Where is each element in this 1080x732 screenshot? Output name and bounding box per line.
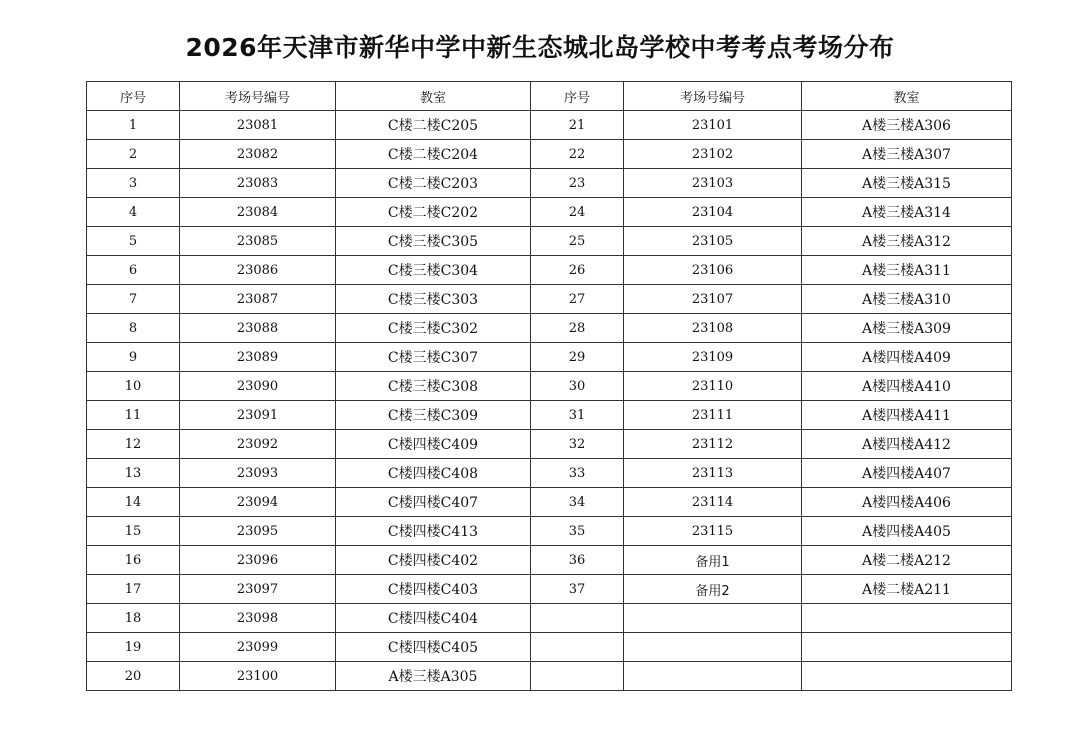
- table-row: [87, 314, 1012, 343]
- cell-classroom-left: C楼四楼C402: [336, 546, 531, 575]
- page-title: 2026年天津市新华中学中新生态城北岛学校中考考点考场分布: [185, 33, 895, 62]
- cell-classroom-right: A楼四楼A405: [802, 517, 1012, 546]
- cell-seq-right: 30: [531, 372, 624, 401]
- cell-room-code-left: 23093: [180, 459, 336, 488]
- cell-classroom-left: C楼三楼C308: [336, 372, 531, 401]
- cell-classroom-right: A楼三楼A306: [802, 111, 1012, 140]
- cell-classroom-right: A楼三楼A309: [802, 314, 1012, 343]
- cell-room-code-left: 23083: [180, 169, 336, 198]
- cell-classroom-left: C楼四楼C403: [336, 575, 531, 604]
- cell-classroom-right: A楼三楼A311: [802, 256, 1012, 285]
- cell-seq-left: 19: [87, 633, 180, 662]
- cell-room-code-right: 23109: [624, 343, 802, 372]
- cell-room-code-right: 备用1: [624, 546, 802, 575]
- cell-room-code-right: [624, 633, 802, 662]
- cell-room-code-left: 23095: [180, 517, 336, 546]
- header-seq-right: 序号: [531, 82, 624, 111]
- table-row: [87, 633, 1012, 662]
- cell-room-code-right: 23115: [624, 517, 802, 546]
- cell-seq-left: 18: [87, 604, 180, 633]
- cell-classroom-left: C楼四楼C405: [336, 633, 531, 662]
- table-row: [87, 401, 1012, 430]
- cell-classroom-right: A楼三楼A315: [802, 169, 1012, 198]
- cell-seq-right: 36: [531, 546, 624, 575]
- cell-classroom-right: A楼三楼A314: [802, 198, 1012, 227]
- cell-classroom-left: C楼三楼C303: [336, 285, 531, 314]
- cell-seq-right: 22: [531, 140, 624, 169]
- cell-seq-right: 32: [531, 430, 624, 459]
- cell-room-code-right: 23107: [624, 285, 802, 314]
- cell-room-code-left: 23098: [180, 604, 336, 633]
- table-row: [87, 285, 1012, 314]
- cell-classroom-right: [802, 604, 1012, 633]
- cell-seq-left: 13: [87, 459, 180, 488]
- header-seq-left: 序号: [87, 82, 180, 111]
- table-row: [87, 372, 1012, 401]
- cell-seq-left: 2: [87, 140, 180, 169]
- table-row: [87, 604, 1012, 633]
- cell-seq-right: 33: [531, 459, 624, 488]
- cell-room-code-left: 23087: [180, 285, 336, 314]
- table-row: [87, 546, 1012, 575]
- cell-seq-left: 17: [87, 575, 180, 604]
- cell-room-code-right: [624, 604, 802, 633]
- cell-seq-right: 29: [531, 343, 624, 372]
- cell-classroom-right: A楼四楼A407: [802, 459, 1012, 488]
- cell-seq-left: 7: [87, 285, 180, 314]
- table-row: [87, 140, 1012, 169]
- header-room-code-right: 考场号编号: [624, 82, 802, 111]
- table-row: [87, 430, 1012, 459]
- cell-room-code-left: 23085: [180, 227, 336, 256]
- cell-classroom-left: C楼三楼C302: [336, 314, 531, 343]
- cell-classroom-right: A楼三楼A312: [802, 227, 1012, 256]
- table-row: [87, 169, 1012, 198]
- cell-classroom-left: C楼三楼C305: [336, 227, 531, 256]
- cell-room-code-left: 23099: [180, 633, 336, 662]
- cell-seq-left: 15: [87, 517, 180, 546]
- cell-room-code-left: 23081: [180, 111, 336, 140]
- cell-room-code-left: 23084: [180, 198, 336, 227]
- table-body: [87, 111, 1012, 691]
- cell-room-code-right: 23114: [624, 488, 802, 517]
- table-row: [87, 517, 1012, 546]
- cell-classroom-right: [802, 633, 1012, 662]
- table-row: [87, 343, 1012, 372]
- cell-seq-right: 26: [531, 256, 624, 285]
- cell-classroom-right: A楼三楼A310: [802, 285, 1012, 314]
- cell-room-code-left: 23086: [180, 256, 336, 285]
- cell-room-code-left: 23088: [180, 314, 336, 343]
- table-row: [87, 575, 1012, 604]
- cell-classroom-right: A楼二楼A211: [802, 575, 1012, 604]
- table-row: [87, 198, 1012, 227]
- cell-classroom-right: A楼四楼A406: [802, 488, 1012, 517]
- cell-seq-right: 25: [531, 227, 624, 256]
- cell-seq-left: 20: [87, 662, 180, 691]
- cell-room-code-right: 23105: [624, 227, 802, 256]
- cell-classroom-left: C楼三楼C304: [336, 256, 531, 285]
- cell-classroom-left: C楼四楼C408: [336, 459, 531, 488]
- cell-room-code-left: 23097: [180, 575, 336, 604]
- cell-classroom-right: A楼四楼A411: [802, 401, 1012, 430]
- cell-room-code-right: 23111: [624, 401, 802, 430]
- cell-classroom-left: C楼二楼C205: [336, 111, 531, 140]
- cell-seq-left: 14: [87, 488, 180, 517]
- cell-room-code-right: 23106: [624, 256, 802, 285]
- cell-classroom-right: A楼二楼A212: [802, 546, 1012, 575]
- header-classroom-right: 教室: [802, 82, 1012, 111]
- cell-room-code-right: 23101: [624, 111, 802, 140]
- cell-room-code-left: 23096: [180, 546, 336, 575]
- cell-seq-left: 10: [87, 372, 180, 401]
- cell-room-code-left: 23082: [180, 140, 336, 169]
- cell-seq-right: 31: [531, 401, 624, 430]
- table-header-row: [87, 82, 1012, 111]
- cell-classroom-left: C楼二楼C203: [336, 169, 531, 198]
- cell-seq-right: 34: [531, 488, 624, 517]
- cell-seq-right: 37: [531, 575, 624, 604]
- cell-seq-right: [531, 633, 624, 662]
- cell-seq-left: 4: [87, 198, 180, 227]
- cell-room-code-left: 23091: [180, 401, 336, 430]
- cell-room-code-left: 23089: [180, 343, 336, 372]
- cell-seq-right: 35: [531, 517, 624, 546]
- cell-classroom-right: A楼四楼A410: [802, 372, 1012, 401]
- cell-classroom-left: C楼二楼C204: [336, 140, 531, 169]
- cell-seq-right: 21: [531, 111, 624, 140]
- cell-classroom-left: C楼三楼C307: [336, 343, 531, 372]
- cell-room-code-right: 23108: [624, 314, 802, 343]
- cell-classroom-right: A楼三楼A307: [802, 140, 1012, 169]
- cell-room-code-right: 23112: [624, 430, 802, 459]
- cell-seq-left: 8: [87, 314, 180, 343]
- cell-classroom-left: A楼三楼A305: [336, 662, 531, 691]
- exam-room-table: [86, 81, 1012, 691]
- cell-seq-left: 3: [87, 169, 180, 198]
- cell-seq-left: 16: [87, 546, 180, 575]
- cell-room-code-right: 23113: [624, 459, 802, 488]
- cell-room-code-right: [624, 662, 802, 691]
- cell-seq-right: [531, 604, 624, 633]
- cell-classroom-left: C楼四楼C413: [336, 517, 531, 546]
- cell-seq-left: 1: [87, 111, 180, 140]
- cell-seq-right: 24: [531, 198, 624, 227]
- cell-classroom-left: C楼四楼C409: [336, 430, 531, 459]
- cell-seq-left: 9: [87, 343, 180, 372]
- table-row: [87, 459, 1012, 488]
- header-classroom-left: 教室: [336, 82, 531, 111]
- cell-classroom-left: C楼二楼C202: [336, 198, 531, 227]
- cell-classroom-left: C楼三楼C309: [336, 401, 531, 430]
- cell-seq-right: 28: [531, 314, 624, 343]
- cell-room-code-right: 23103: [624, 169, 802, 198]
- cell-seq-left: 6: [87, 256, 180, 285]
- cell-classroom-left: C楼四楼C404: [336, 604, 531, 633]
- cell-room-code-right: 23102: [624, 140, 802, 169]
- table-row: [87, 662, 1012, 691]
- cell-seq-right: 23: [531, 169, 624, 198]
- cell-classroom-right: A楼四楼A409: [802, 343, 1012, 372]
- cell-classroom-right: A楼四楼A412: [802, 430, 1012, 459]
- cell-room-code-right: 备用2: [624, 575, 802, 604]
- cell-room-code-left: 23090: [180, 372, 336, 401]
- cell-room-code-left: 23092: [180, 430, 336, 459]
- cell-room-code-right: 23104: [624, 198, 802, 227]
- table-row: [87, 488, 1012, 517]
- table-row: [87, 256, 1012, 285]
- cell-room-code-left: 23100: [180, 662, 336, 691]
- table-row: [87, 227, 1012, 256]
- cell-classroom-right: [802, 662, 1012, 691]
- cell-seq-left: 12: [87, 430, 180, 459]
- cell-room-code-right: 23110: [624, 372, 802, 401]
- cell-classroom-left: C楼四楼C407: [336, 488, 531, 517]
- cell-seq-left: 5: [87, 227, 180, 256]
- cell-room-code-left: 23094: [180, 488, 336, 517]
- cell-seq-right: 27: [531, 285, 624, 314]
- cell-seq-right: [531, 662, 624, 691]
- header-room-code-left: 考场号编号: [180, 82, 336, 111]
- cell-seq-left: 11: [87, 401, 180, 430]
- table-row: [87, 111, 1012, 140]
